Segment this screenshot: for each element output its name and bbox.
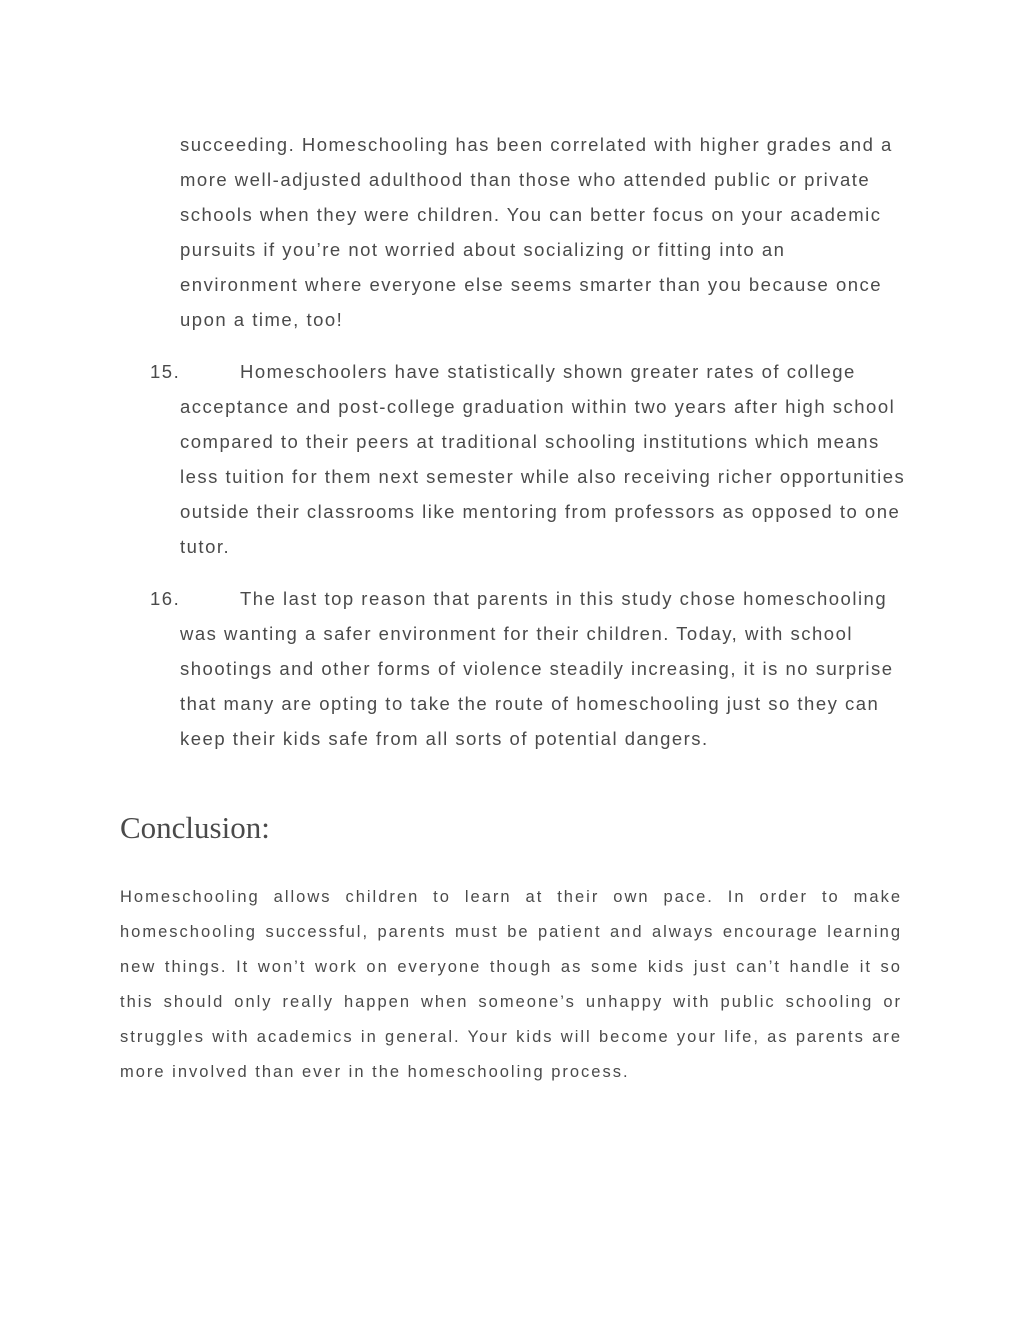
list-item-text: The last top reason that parents in this study chose homeschooling was wanting a safer environment for their children. Today, with school shootings and other forms of violence steadily increasing, it is no surprise that many are opting to take the route of homeschooling just so they can keep their kids safe from all sorts of potential dangers. xyxy=(180,588,894,749)
list-item-16 xyxy=(150,581,910,756)
list-number: 15. xyxy=(150,361,181,382)
continued-paragraph: succeeding. Homeschooling has been correlated with higher grades and a more well-adjusted adulthood than those who attended public or private schools when they were children. You can better focus on your academic pursuits if you’re not worried about socializing or fitting into an environment where everyone else seems smarter than you because once upon a time, too! xyxy=(180,134,893,330)
conclusion-heading: Conclusion: xyxy=(120,810,270,845)
list-item-15 xyxy=(150,354,910,564)
list-item-text: Homeschoolers have statistically shown greater rates of college acceptance and post-college graduation within two years after high school compared to their peers at traditional schooling institutions which means less tuition for them next semester while also receiving richer opportunities outside their classrooms like mentoring from professors as opposed to one tutor. xyxy=(180,361,906,557)
list-number: 16. xyxy=(150,588,181,609)
conclusion-paragraph: Homeschooling allows children to learn at their own pace. In order to make homeschooling successful, parents must be patient and always encourage learning new things. It won’t work on everyone though as some kids just can’t handle it so this should only really happen when someone’s unhappy with public schooling or struggles with academics in general. Your kids will become your life, as parents are more involved than ever in the homeschooling process. xyxy=(120,888,902,1081)
